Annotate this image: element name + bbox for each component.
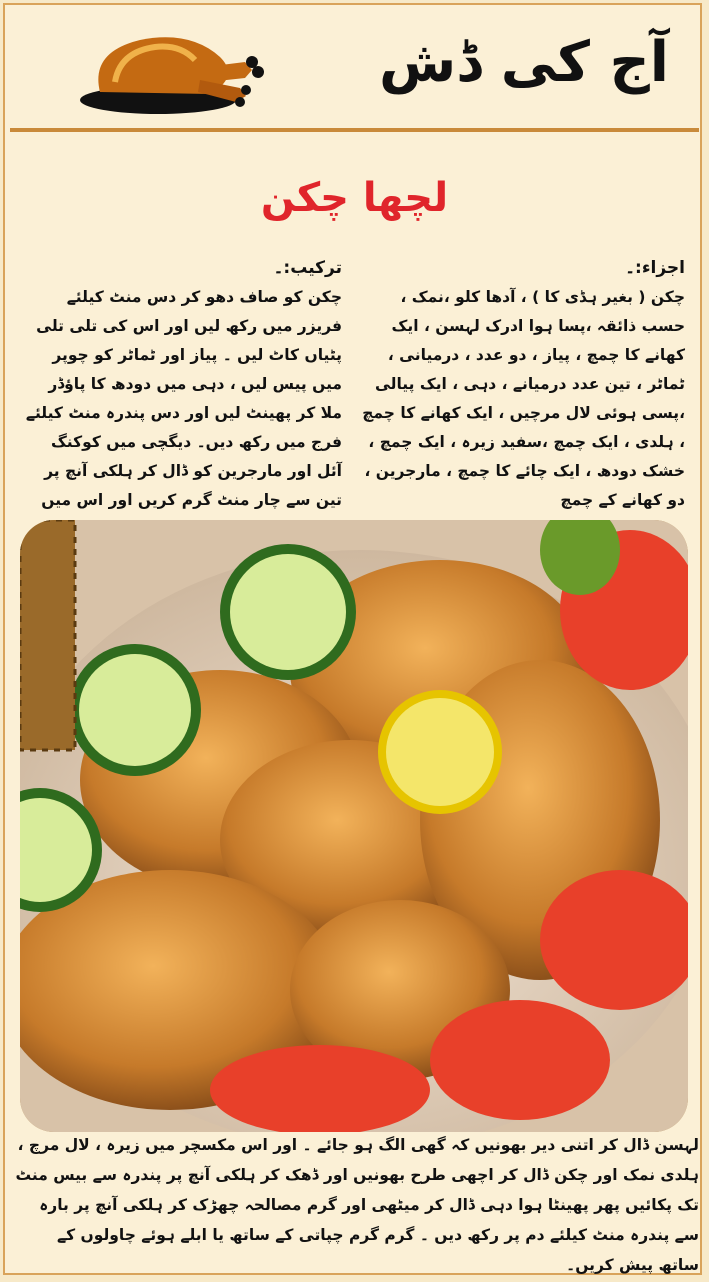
- ingredients-text: چکن ( بغیر ہڈی کا ) ، آدھا کلو ،نمک ، حسب ذائقہ ،پسا ہوا ادرک لہسن ، ایک کھانے کا چمچ ، پیاز ، دو عدد ، درمیانی ، ٹماٹر ، تین عدد درمیانے ، دہی ، ایک پیالی ،پسی ہوئی لال مرچیں ، ایک کھانے کا چمچ ، ہلدی ، ایک چمچ ،سفید زیرہ ، ایک چمچ ، خشک دودھ ، ایک چائے کا چمچ ، مارجرین ، دو کھانے کے چمچ: [362, 288, 685, 509]
- method-text: چکن کو صاف دھو کر دس منٹ کیلئے فریزر میں رکھ لیں اور اس کی تلی تلی پٹیاں کاٹ لیں ۔ پیاز اور ٹماٹر کو چوپر میں پیس لیں ، دہی میں دودھ کا پاؤڈر ملا کر پھینٹ لیں اور دس پندرہ منٹ کیلئے فرج میں رکھ دیں۔ دیگچی میں کوکنگ آئل اور مارجرین کو ڈال کر ہلکی آنچ پر تین سے چار منٹ گرم کریں اور اس میں: [25, 288, 342, 509]
- page-title: آج کی ڈش: [379, 30, 669, 95]
- method-column: [22, 254, 342, 544]
- method-heading: ترکیب:۔: [273, 258, 342, 278]
- roast-chicken-logo-icon: [80, 22, 270, 117]
- header-divider: [10, 128, 699, 132]
- dish-photo: [20, 520, 688, 1132]
- ingredients-heading: اجزاء:۔: [625, 258, 685, 278]
- dish-title: لچھا چکن: [260, 175, 449, 221]
- ingredients-column: [360, 254, 685, 515]
- method-continuation-text: لہسن ڈال کر اتنی دیر بھونیں کہ گھی الگ ہو جائے ۔ اور اس مکسچر میں زیرہ ، لال مرچ ، ہلدی نمک اور چکن ڈال کر اچھی طرح بھونیں اور ڈھک کر ہلکی آنچ پر پندرہ سے بیس منٹ تک پکائیں پھر پھینٹا ہوا دہی ڈال کر میٹھی اور گرم مصالحہ چھڑک کر ہلکی آنچ پر بارہ سے پندرہ منٹ کیلئے دم پر رکھ دیں ۔ گرم گرم چپاتی کے ساتھ یا ابلے ہوئے چاولوں کے ساتھ پیش کریں۔: [15, 1136, 699, 1274]
